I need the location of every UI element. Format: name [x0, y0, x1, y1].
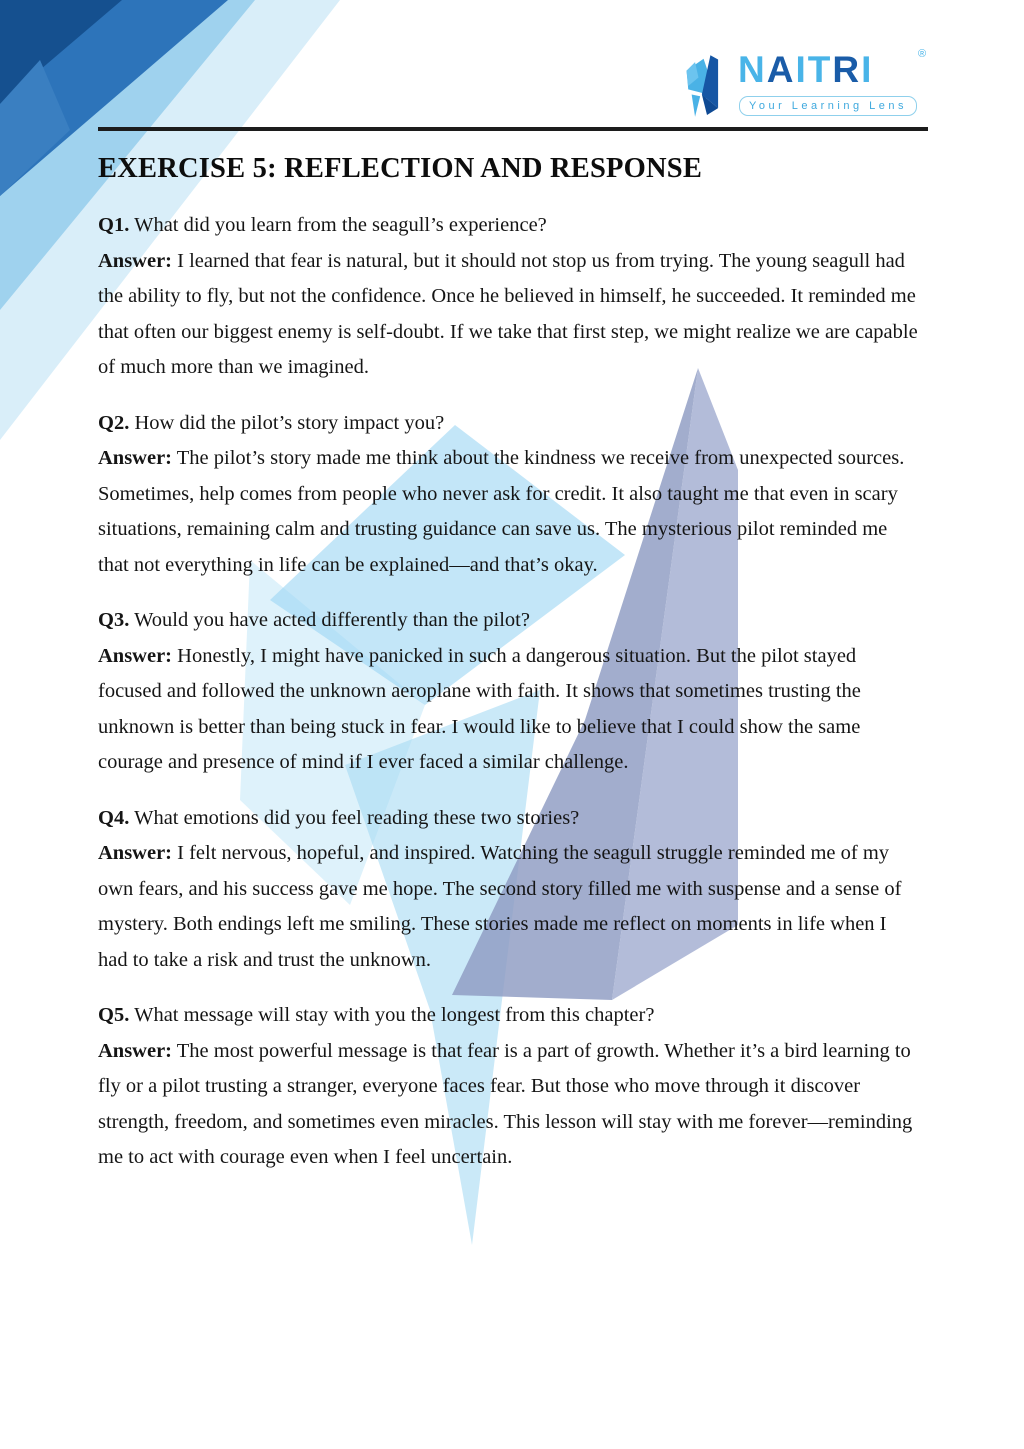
answer-line: focused and followed the unknown aeroplane with faith. It shows that sometimes trusting the [98, 680, 861, 702]
question-line [98, 208, 958, 244]
answer-label: Answer: [98, 249, 173, 272]
question-line [98, 998, 958, 1034]
answer-line: fly or a pilot trusting a stranger, everyone faces fear. But those who move through it discover [98, 1075, 861, 1097]
qa-block [98, 603, 958, 781]
answer-line [98, 441, 958, 477]
question-text: What message will stay with you the longest from this chapter? [134, 1004, 655, 1026]
brand-wordmark [738, 48, 873, 92]
answer-line: situations, remaining calm and trusting guidance can save us. The mysterious pilot reminded me [98, 518, 888, 540]
qa-block [98, 406, 958, 584]
brand-tagline: Your Learning Lens [739, 96, 917, 116]
brand-letter: A [766, 49, 796, 90]
question-label: Q5. [98, 1004, 130, 1026]
question-line [98, 406, 958, 442]
qa-block [98, 998, 958, 1176]
qa-block [98, 208, 958, 386]
brand-letter: I [795, 49, 808, 90]
answer-label: Answer: [98, 842, 173, 864]
answer-line: unknown is better than being stuck in fear. I would like to believe that I could show the same [98, 715, 861, 738]
question-text: What did you learn from the seagull’s experience? [134, 214, 547, 236]
page-title: EXERCISE 5: REFLECTION AND RESPONSE [98, 153, 703, 184]
answer-text: I felt nervous, hopeful, and inspired. Watching the seagull struggle reminded me of my [177, 842, 890, 864]
question-label: Q4. [98, 806, 130, 829]
question-label: Q2. [98, 411, 130, 434]
answer-line: had to take a risk and trust the unknown. [98, 948, 432, 971]
question-label: Q3. [98, 609, 130, 631]
answer-line: strength, freedom, and sometimes even miracles. This lesson will stay with me forever—reminding [98, 1110, 913, 1133]
answer-text: The most powerful message is that fear is a part of growth. Whether it’s a bird learning to [176, 1039, 911, 1062]
question-line [98, 801, 958, 837]
answer-line [98, 1034, 958, 1070]
question-text: Would you have acted differently than the pilot? [134, 609, 530, 631]
registered-trademark-symbol: ® [918, 48, 927, 60]
answer-line: that not everything in life can be explained—and that’s okay. [98, 553, 598, 576]
answer-line: of much more than we imagined. [98, 356, 369, 378]
brand-letter: I [861, 49, 874, 90]
qa-list [98, 208, 958, 1176]
answer-line: the ability to fly, but not the confidence. Once he believed in himself, he succeeded. It reminded me [98, 285, 916, 307]
answer-text: Honestly, I might have panicked in such a dangerous situation. But the pilot stayed [177, 644, 857, 667]
qa-block [98, 801, 958, 979]
answer-line [98, 639, 958, 675]
naitri-logo [678, 48, 928, 124]
origami-bird-icon [678, 50, 736, 122]
answer-line: courage and presence of mind if I ever faced a similar challenge. [98, 751, 629, 773]
answer-line: that often our biggest enemy is self-doubt. If we take that first step, we might realize we are capable [98, 320, 918, 343]
brand-letter: N [738, 49, 767, 90]
answer-line: me to act with courage even when I feel uncertain. [98, 1146, 513, 1168]
answer-line: mystery. Both endings left me smiling. These stories made me reflect on moments in life when I [98, 913, 887, 935]
answer-line: Sometimes, help comes from people who never ask for credit. It also taught me that even in scary [98, 482, 898, 505]
question-label: Q1. [98, 214, 130, 236]
answer-line [98, 244, 958, 280]
answer-label: Answer: [98, 644, 173, 667]
brand-letter: R [832, 49, 862, 90]
brand-letter: T [807, 49, 833, 90]
question-text: How did the pilot’s story impact you? [134, 411, 445, 434]
answer-line [98, 836, 958, 872]
question-line [98, 603, 958, 639]
answer-label: Answer: [98, 447, 173, 469]
answer-label: Answer: [98, 1039, 173, 1062]
answer-text: I learned that fear is natural, but it should not stop us from trying. The young seagull had [177, 249, 905, 272]
answer-text: The pilot’s story made me think about the kindness we receive from unexpected sources. [176, 447, 905, 469]
question-text: What emotions did you feel reading these two stories? [134, 806, 580, 829]
header-divider-rule [98, 127, 928, 131]
answer-line: own fears, and his success gave me hope. The second story filled me with suspense and a sense of [98, 877, 902, 900]
document-content [98, 152, 958, 1196]
